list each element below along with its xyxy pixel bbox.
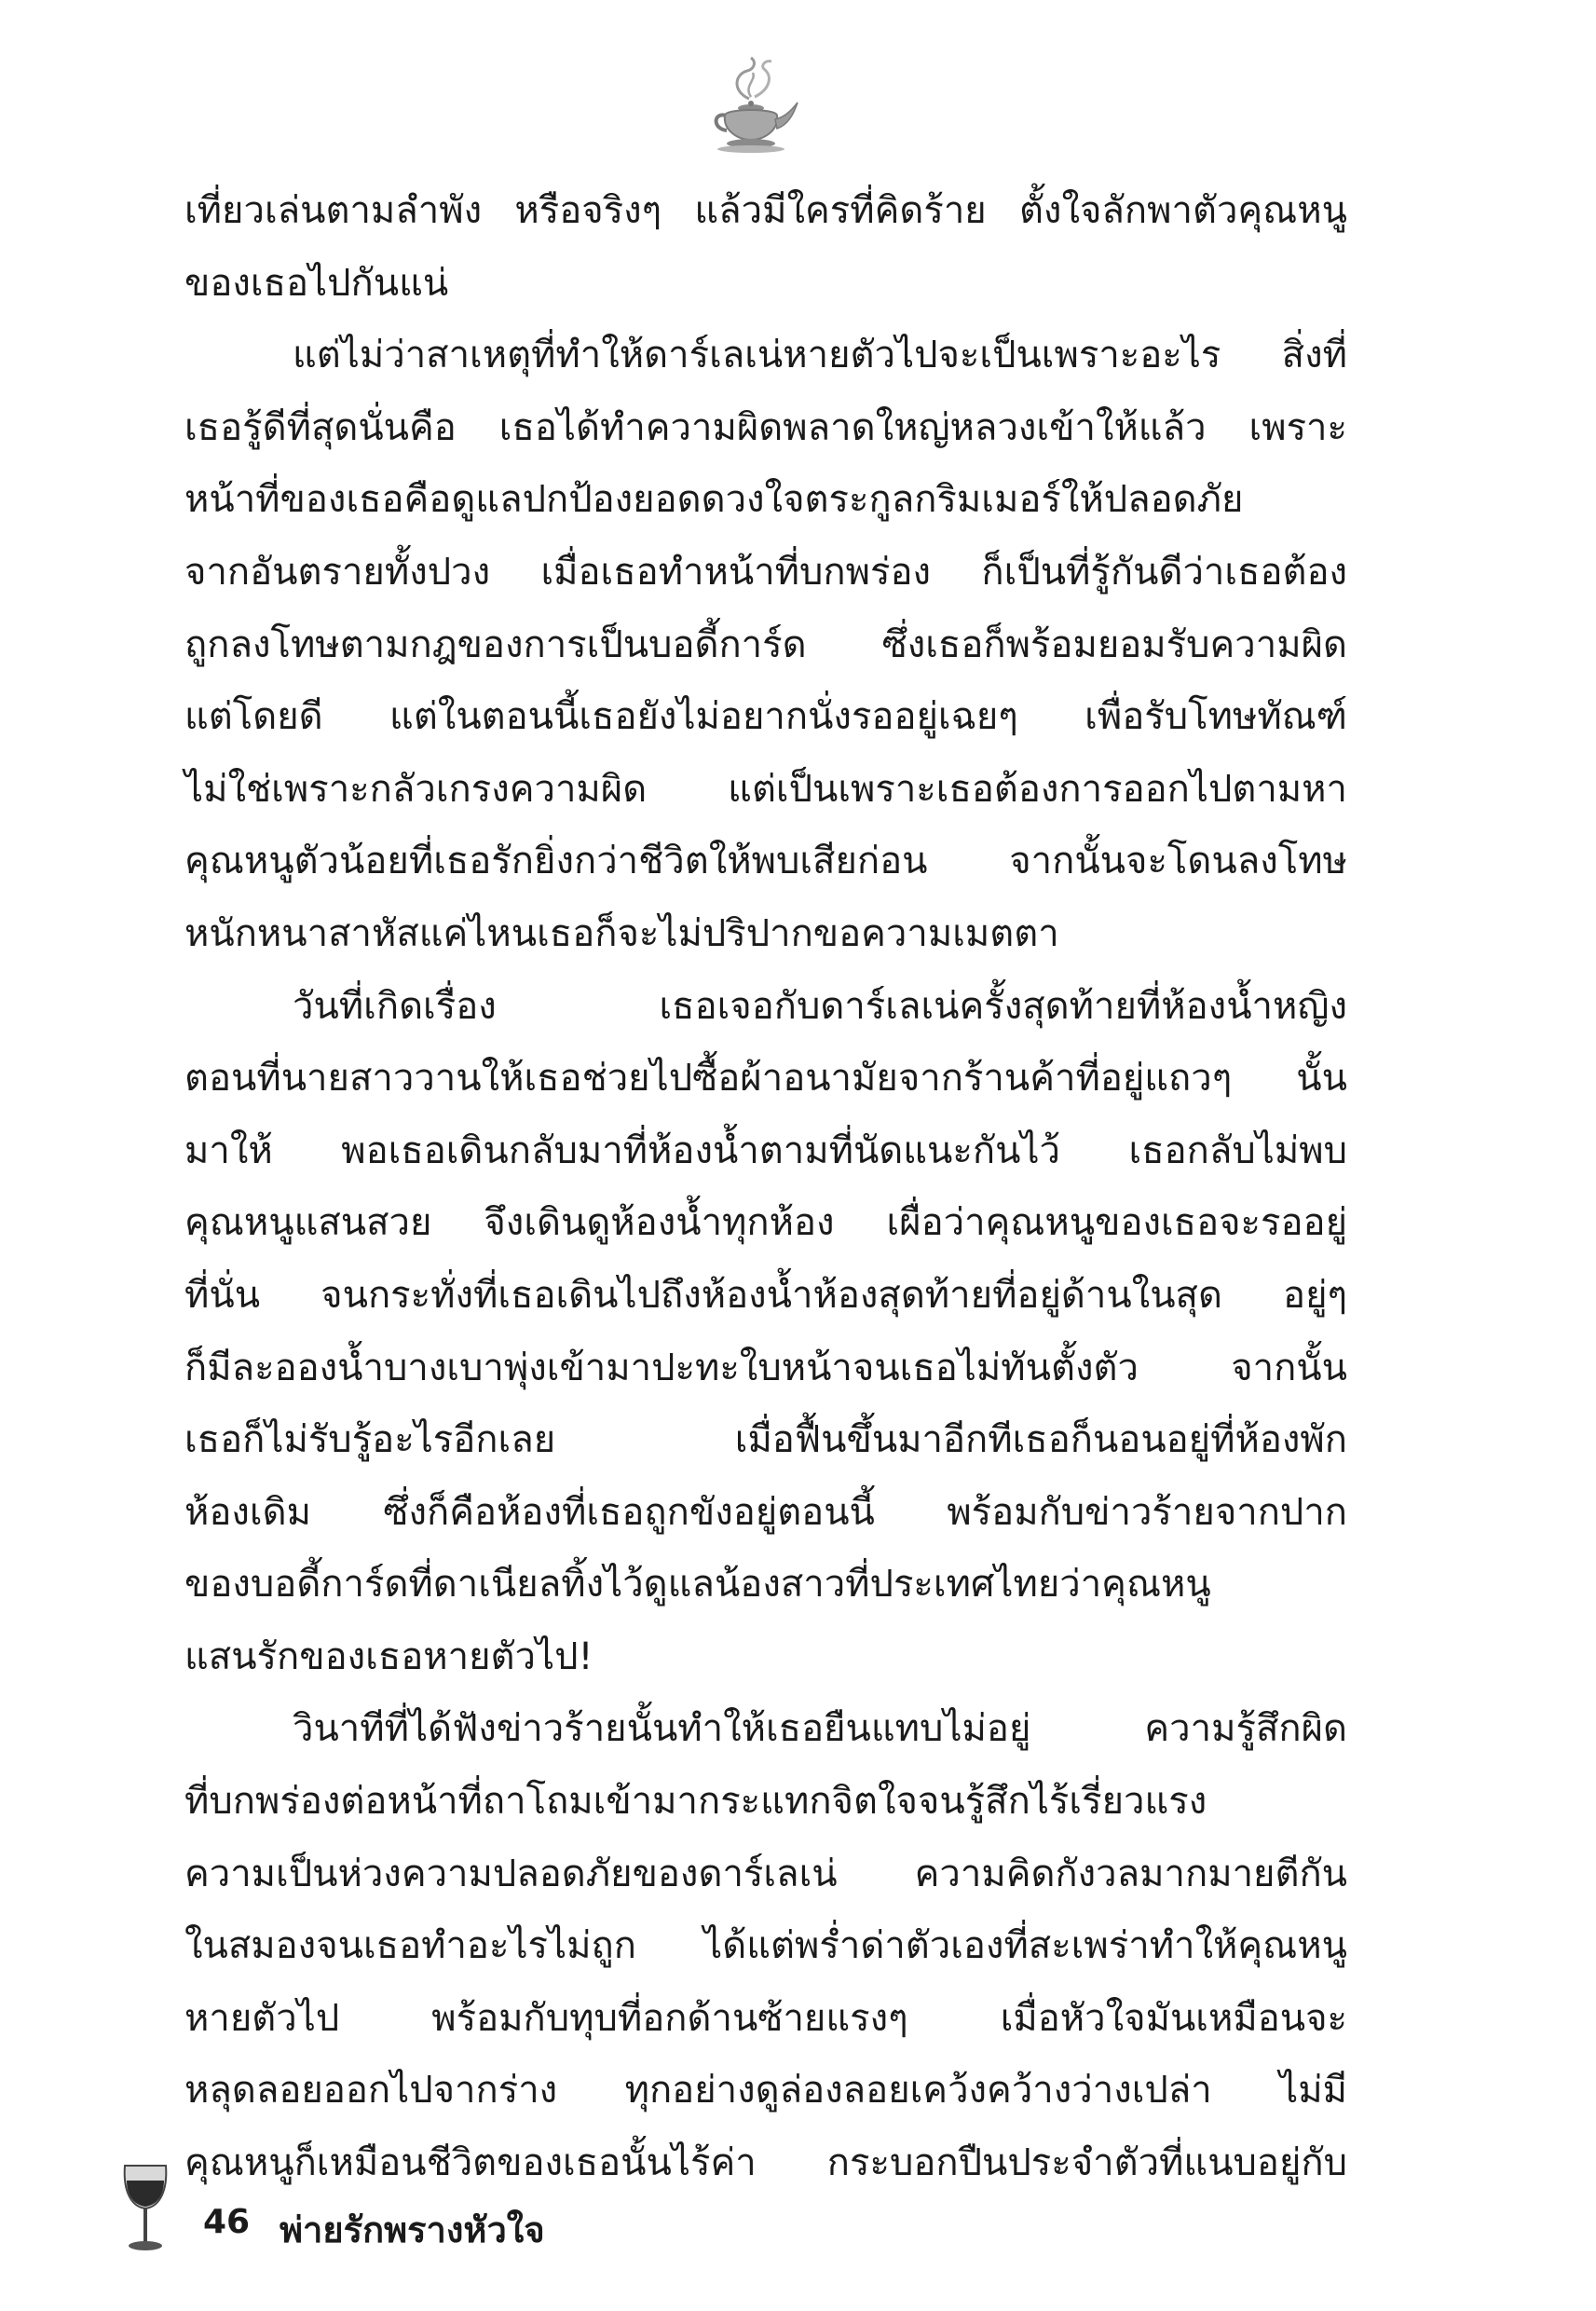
page-footer bbox=[0, 2162, 1596, 2274]
text-line: ที่นั่น จนกระทั่งที่เธอเดินไปถึงห้องน้ำห้องสุดท้ายที่อยู่ด้านในสุด อยู่ๆ bbox=[184, 1273, 1347, 1317]
text-line: จากอันตรายทั้งปวง เมื่อเธอทำหน้าที่บกพร่อง ก็เป็นที่รู้กันดีว่าเธอต้อง bbox=[184, 550, 1347, 594]
text-line: ของบอดี้การ์ดที่ดาเนียลทิ้งไว้ดูแลน้องสาวที่ประเทศไทยว่าคุณหนู bbox=[184, 1563, 1211, 1607]
text-line: แสนรักของเธอหายตัวไป! bbox=[184, 1634, 593, 1678]
teapot-ornament-icon bbox=[695, 54, 807, 157]
text-line: เที่ยวเล่นตามลำพัง หรือจริงๆ แล้วมีใครที่คิดร้าย ตั้งใจลักพาตัวคุณหนู bbox=[184, 189, 1347, 232]
text-line: คุณหนูแสนสวย จึงเดินดูห้องน้ำทุกห้อง เผื่อว่าคุณหนูของเธอจะรออยู่ bbox=[184, 1201, 1347, 1245]
text-line: ของเธอไปกันแน่ bbox=[184, 261, 449, 305]
text-line: มาให้ พอเธอเดินกลับมาที่ห้องน้ำตามที่นัดแนะกันไว้ เธอกลับไม่พบ bbox=[184, 1128, 1347, 1172]
text-line: วันที่เกิดเรื่อง เธอเจอกับดาร์เลเน่ครั้งสุดท้ายที่ห้องน้ำหญิง bbox=[293, 984, 1347, 1028]
text-line: แต่ไม่ว่าสาเหตุที่ทำให้ดาร์เลเน่หายตัวไปจะเป็นเพราะอะไร สิ่งที่ bbox=[293, 334, 1347, 377]
text-line: แต่โดยดี แต่ในตอนนี้เธอยังไม่อยากนั่งรออยู่เฉยๆ เพื่อรับโทษทัณฑ์ bbox=[184, 695, 1347, 739]
text-line: คุณหนูก็เหมือนชีวิตของเธอนั้นไร้ค่า กระบอกปืนประจำตัวที่แนบอยู่กับ bbox=[184, 2141, 1347, 2185]
body-text bbox=[184, 175, 1347, 2200]
text-line: เธอรู้ดีที่สุดนั่นคือ เธอได้ทำความผิดพลาดใหญ่หลวงเข้าให้แล้ว เพราะ bbox=[184, 405, 1347, 449]
wine-glass-icon bbox=[119, 2162, 171, 2255]
text-line: ในสมองจนเธอทำอะไรไม่ถูก ได้แต่พร่ำด่าตัวเองที่สะเพร่าทำให้คุณหนู bbox=[184, 1924, 1347, 1968]
text-line: เธอก็ไม่รับรู้อะไรอีกเลย เมื่อฟื้นขึ้นมาอีกทีเธอก็นอนอยู่ที่ห้องพัก bbox=[184, 1418, 1347, 1462]
text-line: หนักหนาสาหัสแค่ไหนเธอก็จะไม่ปริปากขอความเมตตา bbox=[184, 911, 1059, 955]
text-line: วินาทีที่ได้ฟังข่าวร้ายนั้นทำให้เธอยืนแทบไม่อยู่ ความรู้สึกผิด bbox=[293, 1707, 1347, 1751]
text-line: ที่บกพร่องต่อหน้าที่ถาโถมเข้ามากระแทกจิตใจจนรู้สึกไร้เรี่ยวแรง bbox=[184, 1780, 1207, 1824]
text-line: คุณหนูตัวน้อยที่เธอรักยิ่งกว่าชีวิตให้พบเสียก่อน จากนั้นจะโดนลงโทษ bbox=[184, 840, 1347, 883]
text-line: ตอนที่นายสาววานให้เธอช่วยไปซื้อผ้าอนามัยจากร้านค้าที่อยู่แถวๆ นั้น bbox=[184, 1057, 1347, 1101]
text-line: ก็มีละอองน้ำบางเบาพุ่งเข้ามาปะทะใบหน้าจนเธอไม่ทันตั้งตัว จากนั้น bbox=[184, 1346, 1347, 1389]
text-line: หลุดลอยออกไปจากร่าง ทุกอย่างดูล่องลอยเคว้งคว้างว่างเปล่า ไม่มี bbox=[184, 2069, 1347, 2113]
page-number: 46 bbox=[203, 2203, 251, 2241]
text-line: ห้องเดิม ซึ่งก็คือห้องที่เธอถูกขังอยู่ตอนนี้ พร้อมกับข่าวร้ายจากปาก bbox=[184, 1490, 1347, 1534]
text-line: ไม่ใช่เพราะกลัวเกรงความผิด แต่เป็นเพราะเธอต้องการออกไปตามหา bbox=[184, 767, 1347, 811]
text-line: หน้าที่ของเธอคือดูแลปกป้องยอดดวงใจตระกูลกริมเมอร์ให้ปลอดภัย bbox=[184, 478, 1244, 522]
text-line: หายตัวไป พร้อมกับทุบที่อกด้านซ้ายแรงๆ เมื่อหัวใจมันเหมือนจะ bbox=[184, 1996, 1347, 2040]
book-title: พ่ายรักพรางหัวใจ bbox=[280, 2209, 545, 2250]
text-line: ถูกลงโทษตามกฎของการเป็นบอดี้การ์ด ซึ่งเธอก็พร้อมยอมรับความผิด bbox=[184, 622, 1347, 666]
text-line: ความเป็นห่วงความปลอดภัยของดาร์เลเน่ ความคิดกังวลมากมายตีกัน bbox=[184, 1852, 1347, 1895]
